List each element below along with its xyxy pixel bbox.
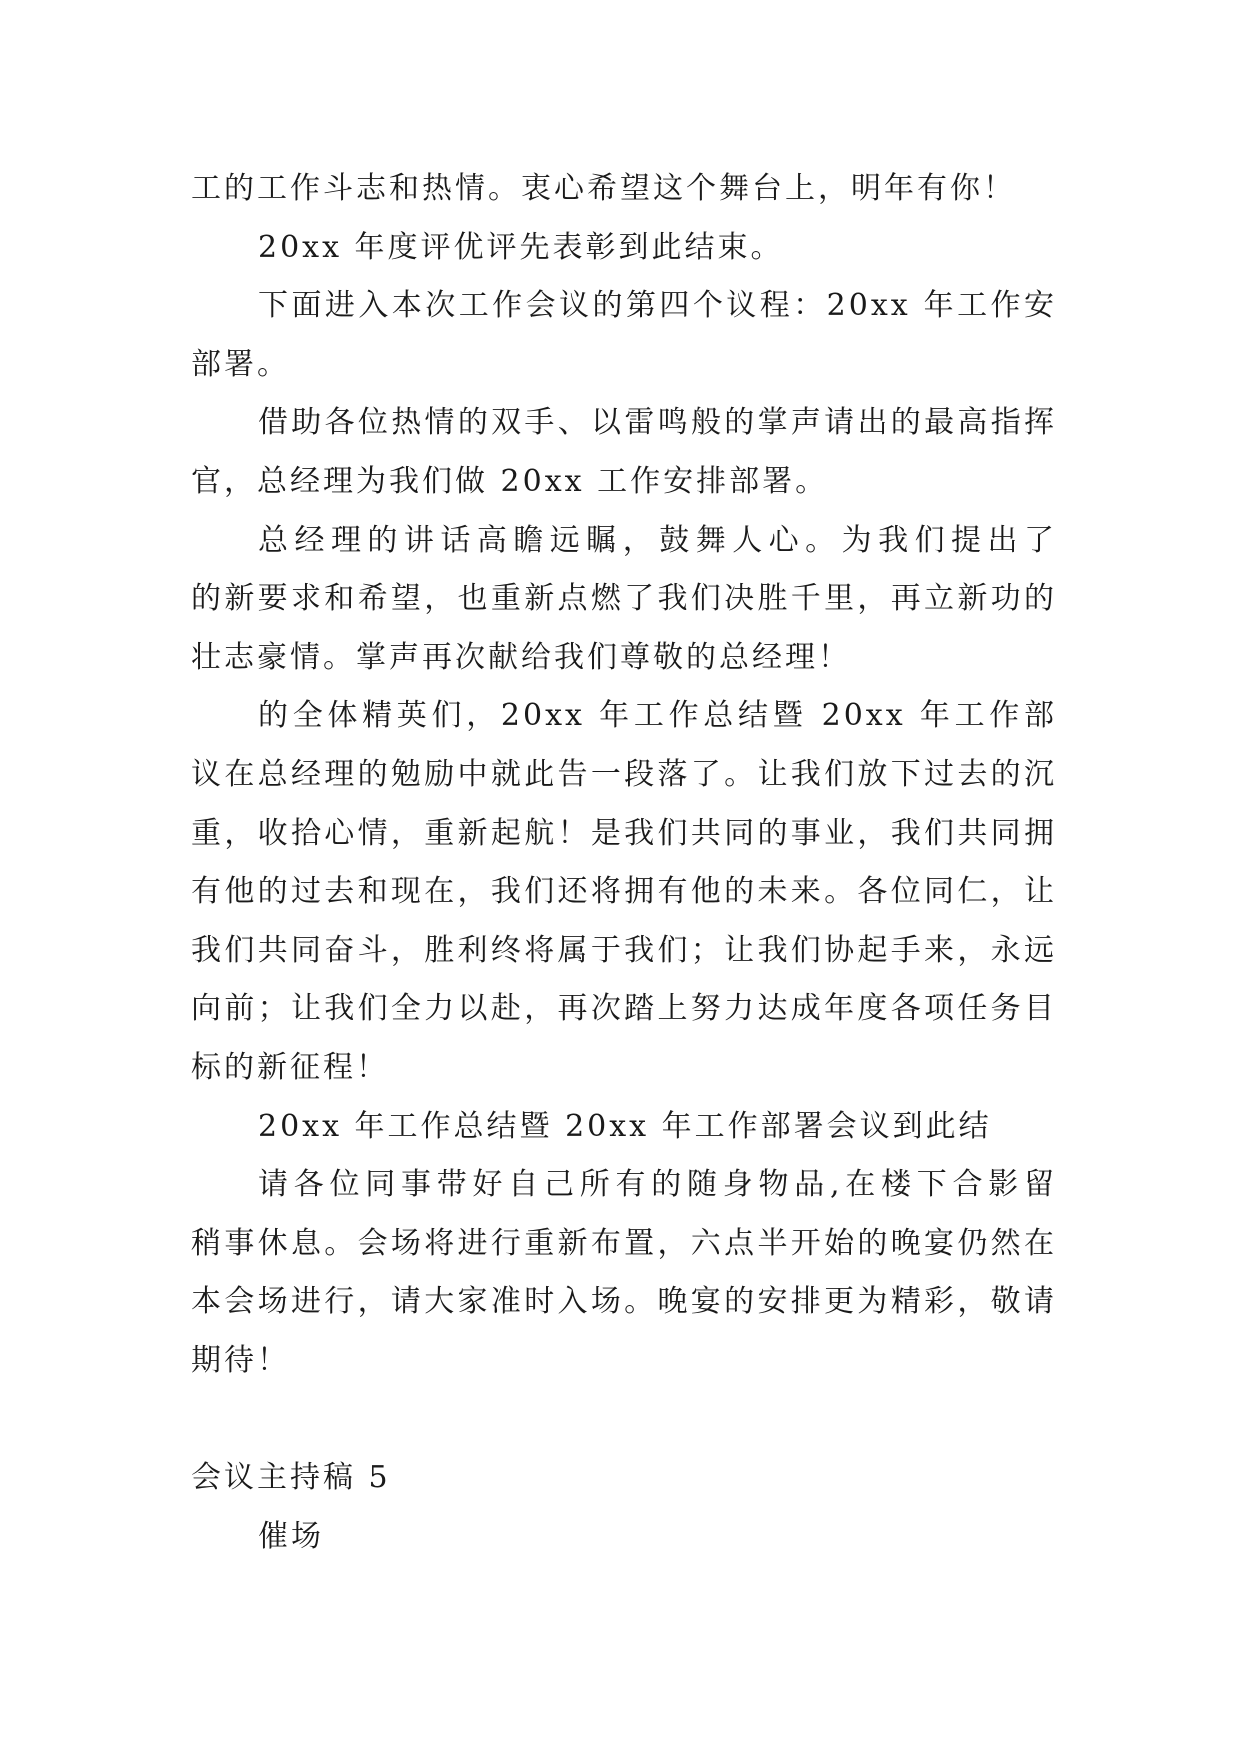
paragraph — [191, 219, 1057, 278]
paragraph-line: 向前；让我们全力以赴，再次踏上努力达成年度各项任务目 — [191, 991, 1057, 1027]
paragraph-line: 工的工作斗志和热情。衷心希望这个舞台上，明年有你！ — [191, 171, 1016, 206]
paragraph-line: 壮志豪情。掌声再次献给我们尊敬的总经理！ — [191, 639, 851, 675]
paragraph — [191, 1508, 1057, 1567]
paragraph-line: 催场 — [258, 1518, 324, 1554]
paragraph-line: 标的新征程！ — [191, 1049, 389, 1085]
paragraph-line: 借助各位热情的双手、以雷鸣般的掌声请出的最高指挥 — [258, 405, 1057, 441]
paragraph-line: 20xx 年工作总结暨 20xx 年工作部署会议到此结 — [258, 1108, 992, 1144]
paragraph-line: 的新要求和希望，也重新点燃了我们决胜千里，再立新功的 — [191, 581, 1057, 617]
paragraph — [191, 512, 1057, 688]
paragraph-line: 有他的过去和现在，我们还将拥有他的未来。各位同仁，让 — [191, 874, 1057, 910]
paragraph — [191, 687, 1057, 1097]
paragraph — [191, 1156, 1057, 1390]
paragraph-line: 议在总经理的勉励中就此告一段落了。让我们放下过去的沉 — [191, 756, 1057, 792]
paragraph-line: 20xx 年度评优评先表彰到此结束。 — [258, 229, 784, 265]
paragraph — [191, 277, 1057, 394]
paragraph-line: 我们共同奋斗，胜利终将属于我们；让我们协起手来，永远 — [191, 932, 1057, 968]
paragraph-line: 下面进入本次工作会议的第四个议程：20xx 年工作安 — [258, 288, 1057, 324]
paragraph-line: 重，收拾心情，重新起航！是我们共同的事业，我们共同拥 — [191, 815, 1057, 851]
paragraph-line: 期待！ — [191, 1342, 290, 1378]
paragraph-line: 请各位同事带好自己所有的随身物品,在楼下合影留 — [258, 1167, 1057, 1203]
document-body — [191, 160, 1057, 1566]
paragraph-line: 总经理的讲话高瞻远瞩，鼓舞人心。为我们提出了 — [258, 522, 1057, 558]
paragraph — [191, 160, 1057, 219]
paragraph-line: 稍事休息。会场将进行重新布置，六点半开始的晚宴仍然在 — [191, 1225, 1057, 1261]
paragraph — [191, 1098, 1057, 1157]
paragraph — [191, 394, 1057, 511]
paragraph-line: 官，总经理为我们做 20xx 工作安排部署。 — [191, 463, 829, 499]
section-heading: 会议主持稿 5 — [191, 1460, 391, 1496]
paragraph-line: 部署。 — [191, 346, 290, 382]
paragraph-line: 本会场进行，请大家准时入场。晚宴的安排更为精彩，敬请 — [191, 1284, 1057, 1320]
paragraph-line: 的全体精英们，20xx 年工作总结暨 20xx 年工作部 — [258, 698, 1057, 734]
